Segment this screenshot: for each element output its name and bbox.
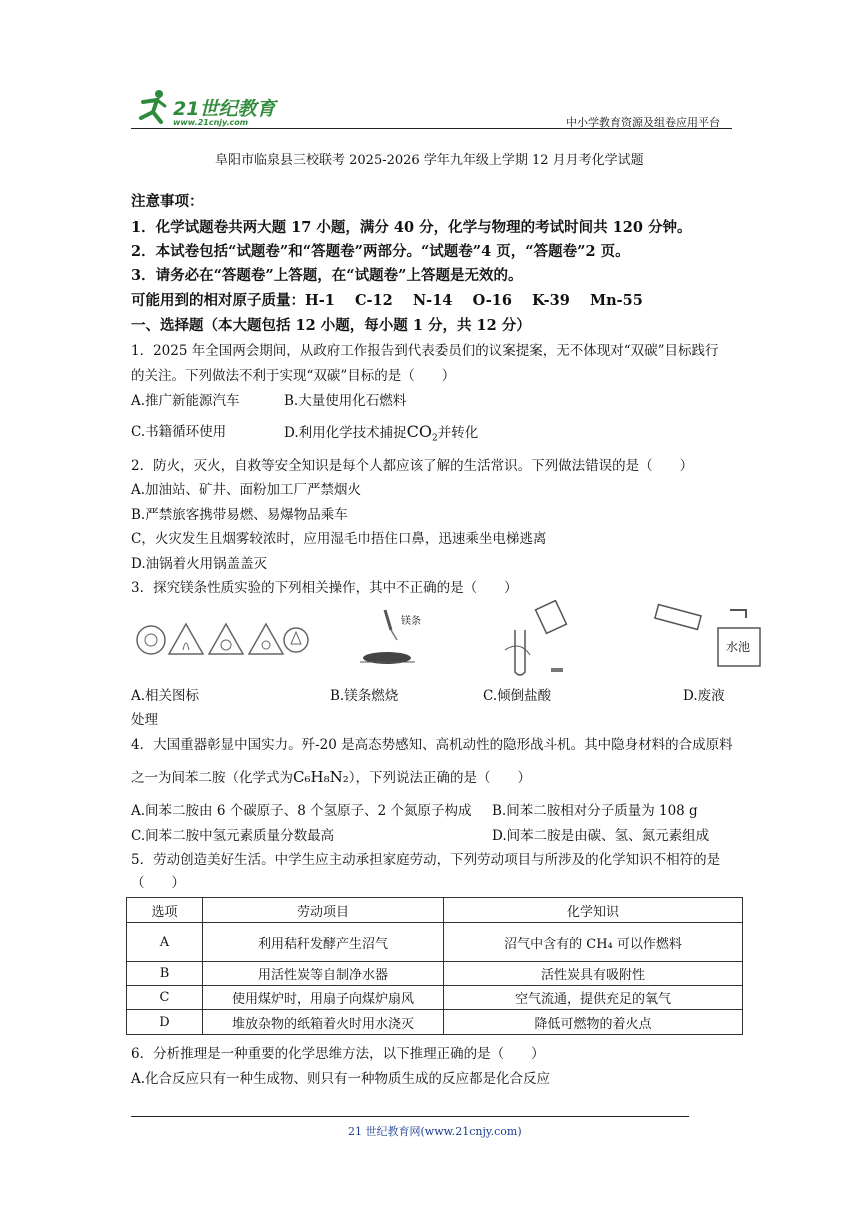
q3-stem: 3．探究镁条性质实验的下列相关操作，其中不正确的是（ ） xyxy=(131,580,518,596)
q3-option-d: D.废液 xyxy=(683,688,725,704)
table-row xyxy=(127,923,743,962)
q2-option-b: B.严禁旅客携带易燃、易爆物品乘车 xyxy=(131,507,348,523)
table-cell: 使用煤炉时，用扇子向煤炉扇风 xyxy=(203,986,444,1010)
runner-icon xyxy=(133,88,171,126)
logo-sub: www.21cnjy.com xyxy=(173,118,249,127)
table-row xyxy=(127,962,743,986)
q6-stem: 6．分析推理是一种重要的化学思维方法，以下推理正确的是（ ） xyxy=(131,1046,545,1062)
figure-mg-burning xyxy=(345,600,445,678)
table-cell: B xyxy=(127,962,203,986)
q3-option-c: C.倾倒盐酸 xyxy=(483,688,552,704)
q2-option-d: D.油锅着火用锅盖盖灭 xyxy=(131,556,268,572)
q4-stem-line1: 4．大国重器彰显中国实力。歼-20 是高态势感知、高机动性的隐形战斗机。其中隐身材料的合成原料 xyxy=(131,737,733,753)
q1-option-c: C.书籍循环使用 xyxy=(131,424,227,440)
mg-label: 镁条 xyxy=(401,616,421,627)
q2-option-a: A.加油站、矿井、面粉加工厂严禁烟火 xyxy=(131,482,362,498)
q2-stem: 2．防火，灭火，自救等安全知识是每个人都应该了解的生活常识。下列做法错误的是（ ） xyxy=(131,458,694,474)
note-item-2: 2．本试卷包括“试题卷”和“答题卷”两部分。“试题卷”4 页，“答题卷”2 页。 xyxy=(131,243,630,260)
table-cell: A xyxy=(127,923,203,962)
q5-stem-line1: 5．劳动创造美好生活。中学生应主动承担家庭劳动，下列劳动项目与所涉及的化学知识不相符的是 xyxy=(131,852,721,868)
q1-option-a: A.推广新能源汽车 xyxy=(131,393,240,409)
table-cell: C xyxy=(127,986,203,1010)
table-cell: 空气流通，提供充足的氧气 xyxy=(444,986,743,1010)
notes-heading: 注意事项： xyxy=(131,193,204,210)
q3-option-a: A.相关图标 xyxy=(131,688,200,704)
footer-text: 21 世纪教育网(www.21cnjy.com) xyxy=(348,1125,522,1138)
q5-table xyxy=(126,897,743,1035)
table-header-row xyxy=(127,898,743,923)
figure-safety-icons xyxy=(131,600,311,678)
note-item-1: 1．化学试题卷共两大题 17 小题，满分 40 分，化学与物理的考试时间共 120 分钟。 xyxy=(131,219,692,236)
q3-option-d-cont: 处理 xyxy=(131,712,158,728)
q4-option-a: A.间苯二胺由 6 个碳原子、8 个氢原子、2 个氮原子构成 xyxy=(131,803,472,819)
q1-option-b: B.大量使用化石燃料 xyxy=(284,393,407,409)
table-header-cell: 化学知识 xyxy=(444,898,743,923)
section-heading: 一、选择题（本大题包括 12 小题，每小题 1 分，共 12 分） xyxy=(131,317,531,334)
table-cell: 利用秸秆发酵产生沼气 xyxy=(203,923,444,962)
q1-stem-line2: 的关注。下列做法不利于实现“双碳”目标的是（ ） xyxy=(131,368,456,384)
q1-stem-line1: 1．2025 年全国两会期间，从政府工作报告到代表委员们的议案提案，无不体现对“双碳”目标践行 xyxy=(131,343,719,359)
header-rule xyxy=(131,128,732,129)
table-cell: 用活性炭等自制净水器 xyxy=(203,962,444,986)
q4-stem-line2: 之一为间苯二胺（化学式为C₆H₈N₂），下列说法正确的是（ ） xyxy=(131,768,531,786)
table-cell: 堆放杂物的纸箱着火时用水浇灭 xyxy=(203,1010,444,1035)
table-cell: 活性炭具有吸附性 xyxy=(444,962,743,986)
q5-stem-line2: （ ） xyxy=(131,875,185,891)
table-cell: 沼气中含有的 CH₄ 可以作燃料 xyxy=(444,923,743,962)
logo-main: 21世纪教育 xyxy=(173,98,276,120)
table-header-cell: 选项 xyxy=(127,898,203,923)
table-row xyxy=(127,986,743,1010)
q6-option-a: A.化合反应只有一种生成物、则只有一种物质生成的反应都是化合反应 xyxy=(131,1071,551,1087)
table-header-cell: 劳动项目 xyxy=(203,898,444,923)
header-right-text: 中小学教育资源及组卷应用平台 xyxy=(566,116,720,129)
table-cell: D xyxy=(127,1010,203,1035)
table-row xyxy=(127,1010,743,1035)
figure-waste-disposal xyxy=(650,600,765,678)
note-item-3: 3．请务必在“答题卷”上答题，在“试题卷”上答题是无效的。 xyxy=(131,267,523,284)
figure-pour-acid xyxy=(495,600,585,678)
footer-rule xyxy=(131,1116,689,1117)
q3-option-b: B.镁条燃烧 xyxy=(330,688,399,704)
q4-option-c: C.间苯二胺中氢元素质量分数最高 xyxy=(131,828,335,844)
atomic-masses: 可能用到的相对原子质量：H-1 C-12 N-14 O-16 K-39 Mn-55 xyxy=(131,292,643,309)
pool-label: 水池 xyxy=(726,640,751,654)
q4-option-d: D.间苯二胺是由碳、氢、氮元素组成 xyxy=(492,828,710,844)
q4-option-b: B.间苯二胺相对分子质量为 108 g xyxy=(492,803,698,819)
q2-option-c: C，火灾发生且烟雾较浓时，应用湿毛巾捂住口鼻，迅速乘坐电梯逃离 xyxy=(131,531,547,547)
table-cell: 降低可燃物的着火点 xyxy=(444,1010,743,1035)
site-logo xyxy=(133,88,283,128)
q1-option-d: D.利用化学技术捕捉$CO_2$并转化 xyxy=(284,422,479,444)
page-title: 阜阳市临泉县三校联考 2025-2026 学年九年级上学期 12 月月考化学试题 xyxy=(215,153,644,168)
